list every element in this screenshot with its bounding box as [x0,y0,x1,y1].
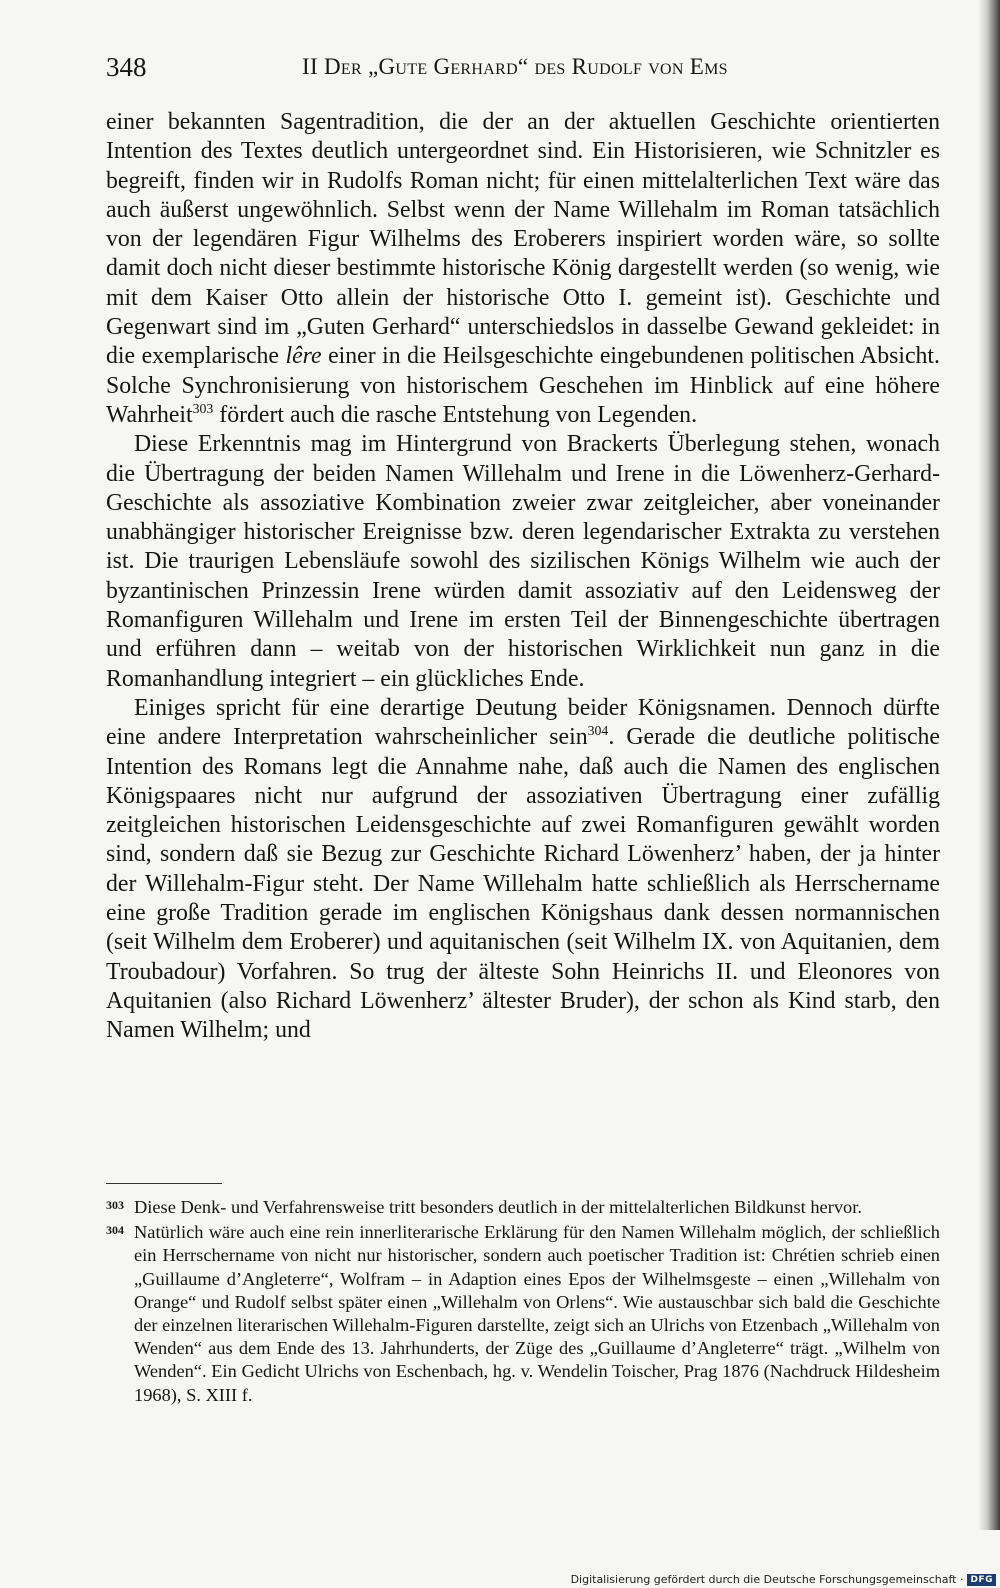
page-number: 348 [106,52,147,82]
paragraph-2: Diese Erkenntnis mag im Hintergrund von Brackerts Überlegung stehen, wonach die Übertragung der beiden Namen Willehalm und Irene in die Löwenherz-Gerhard-Geschichte als assoziative Kombination zweier zwar zeitgleicher, aber voneinander unabhängiger historischer Ereignisse bzw. deren legendarischer Extrakta zu verstehen ist. Die traurigen Lebensläufe sowohl des sizilischen Königs Wilhelm wie auch der byzantinischen Prinzessin Irene würden damit assoziativ auf den Leidensweg der Romanfiguren Willehalm und Irene im ersten Teil der Binnengeschichte übertragen und erführen dann – weitab von der historischen Wirklichkeit nun ganz in die Romanhandlung integriert – ein glückliches Ende. [106,431,940,692]
paragraph-1-part-b: einer in die Heilsgeschichte eingebundenen politischen Absicht. Solche Synchronisierung von historischem Geschehen im Hinblick auf eine höhere Wahrheit [106,343,940,428]
footnote-separator [106,1183,222,1184]
paragraph-1 [106,108,940,430]
page-header [106,50,944,86]
paragraph-1-part-c: fördert auch die rasche Entstehung von Legenden. [213,401,698,428]
footnote-304 [106,1221,940,1407]
running-head: II Der „Gute Gerhard“ des Rudolf von Ems [302,54,728,79]
footnote-text: Diese Denk- und Verfahrensweise tritt besonders deutlich in der mittelalterlichen Bildkunst hervor. [134,1197,862,1217]
page-edge-shadow [978,0,1000,1530]
main-text [106,108,940,1046]
footnote-ref-304[interactable]: 304 [587,723,609,739]
italic-term: lêre [285,343,322,370]
paragraph-3-part-b: . Gerade die deutliche politische Intention des Romans legt die Annahme nahe, daß auch die Namen des englischen Königspaares nicht nur aufgrund der assoziativen Übertragung einer zufällig zeitgleichen historischen Leidensgeschichte auf zwei Romanfiguren gewählt worden sind, sondern daß sie Bezug zur Geschichte Richard Löwenherz’ haben, der ja hinter der Willehalm-Figur steht. Der Name Willehalm hatte schließlich als Herrschername eine große Tradition gerade im englischen Königshaus dank dessen normannischen (seit Wilhelm dem Eroberer) und aquitanischen (seit Wilhelm IX. von Aquitanien, dem Troubadour) Vorfahren. So trug der älteste Sohn Heinrichs II. und Eleonores von Aquitanien (also Richard Löwenherz’ ältester Bruder), der schon als Kind starb, den Namen Wilhelm; und [106,724,940,1044]
dfg-logo: DFG [967,1574,996,1586]
footnote-text: Natürlich wäre auch eine rein innerliterarische Erklärung für den Namen Willehalm möglich, der schließlich ein Herrschername von nicht nur historischer, sondern auch poetischer Tradition ist: Chrétien schrieb einen „Guillaume d’Angleterre“, Wolfram – in Adaption eines Epos der Wilhelmsgeste – einen „Willehalm von Orange“ und Rudolf selbst später einen „Willehalm von Orlens“. Wie austauschbar sich bald die Geschichte der einzelnen literarischen Willehalm-Figuren darstellte, zeigt sich an Ulrichs von Etzenbach „Willehalm von Wenden“ aus dem Ende des 13. Jahrhunderts, der Züge des „Guillaume d’Angleterre“ trägt. „Wilhelm von Wenden“. Ein Gedicht Ulrichs von Eschenbach, hg. v. Wendelin Toischer, Prag 1876 (Nachdruck Hildesheim 1968), S. XIII f. [134,1222,940,1405]
digitization-credit [571,1573,996,1586]
footnotes [106,1196,940,1409]
footnote-303 [106,1196,940,1219]
footnote-number: 303 [106,1198,124,1212]
footnote-ref-303[interactable]: 303 [192,401,214,417]
paragraph-1-part-a: einer bekannten Sagentradition, die der an der aktuellen Geschichte orientierten Intention des Textes deutlich untergeordnet sind. Ein Historisieren, wie Schnitzler es begreift, finden wir in Rudolfs Roman nicht; für einen mittelalterlichen Text wäre das auch äußerst ungewöhnlich. Selbst wenn der Name Willehalm im Roman tatsächlich von der legendären Figur Wilhelms des Eroberers inspiriert worden wäre, so sollte damit doch nicht dieser bestimmte historische König dargestellt werden (so wenig, wie mit dem Kaiser Otto allein der historische Otto I. gemeint ist). Geschichte und Gegenwart sind im „Guten Gerhard“ unterschiedslos in dasselbe Gewand gekleidet: in die exemplarische [106,109,940,370]
credit-text: Digitalisierung gefördert durch die Deutsche Forschungsgemeinschaft · [570,1573,964,1586]
paragraph-3-part-a: Einiges spricht für eine derartige Deutung beider Königsnamen. Dennoch dürfte eine andere Interpretation wahrscheinlicher sein [106,694,940,751]
footnote-number: 304 [106,1223,124,1238]
paragraph-3 [106,694,940,1046]
